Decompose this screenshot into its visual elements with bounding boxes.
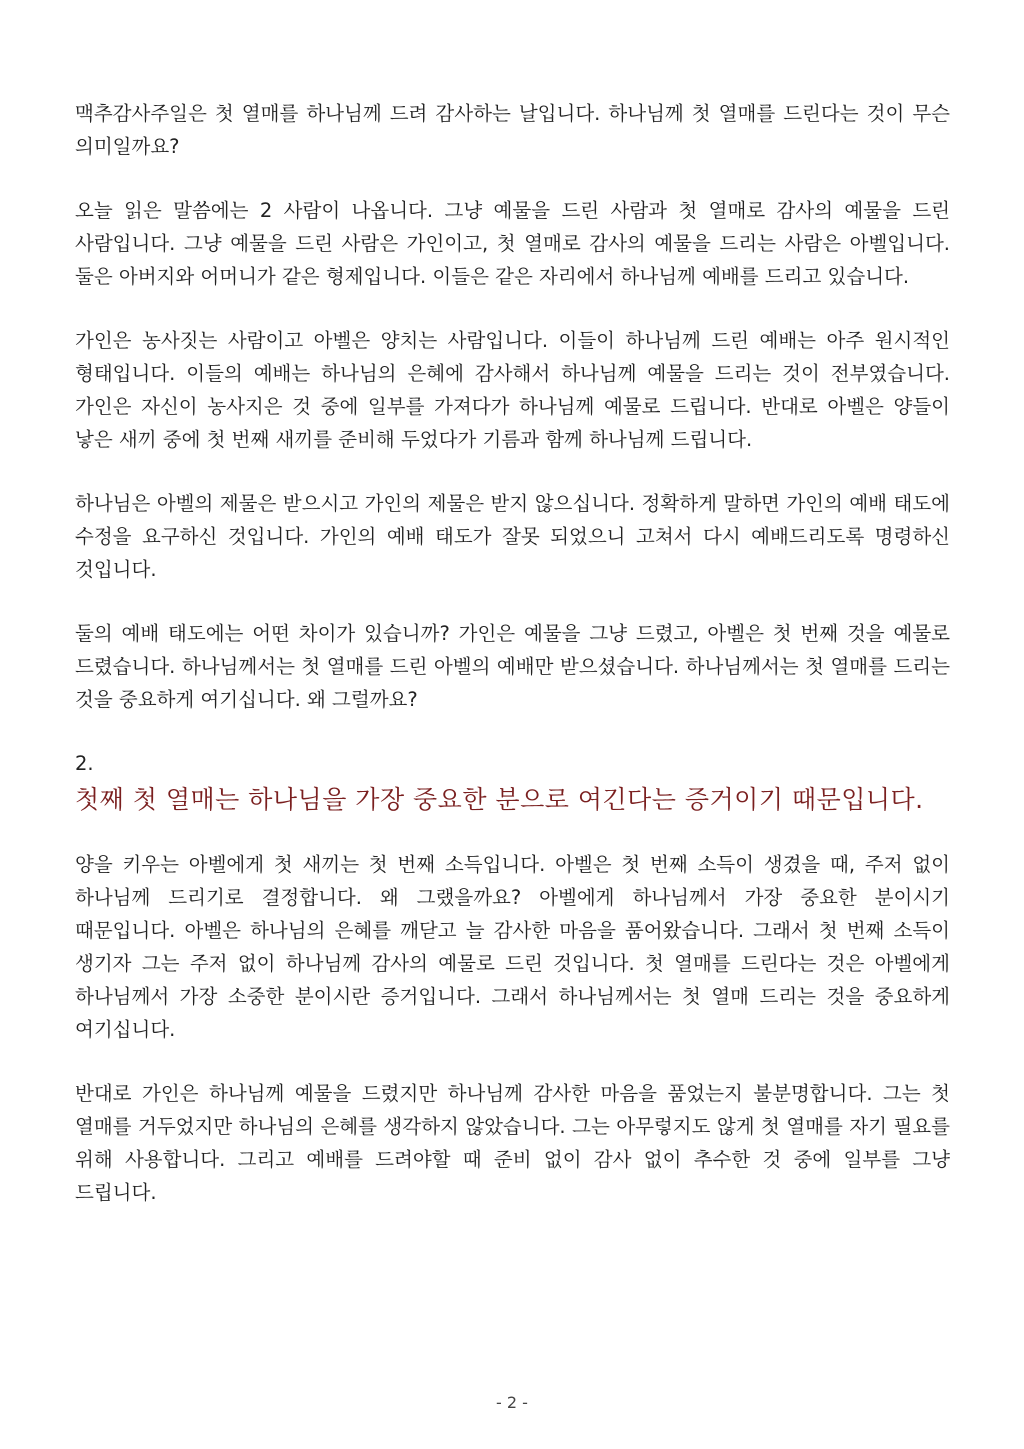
paragraph-offering-accepted: 하나님은 아벨의 제물은 받으시고 가인의 제물은 받지 않으십니다. 정확하게 말하면 가인의 예배 태도에 수정을 요구하신 것입니다. 가인의 예배 태도가 잘못 되었으니 고쳐서 다시 예배드리도록 명령하신 것입니다.: [75, 492, 950, 581]
paragraph-worship-form: 가인은 농사짓는 사람이고 아벨은 양치는 사람입니다. 이들이 하나님께 드린 예배는 아주 원시적인 형태입니다. 이들의 예배는 하나님의 은혜에 감사해서 하나님께 예물을 드리는 것이 전부였습니다. 가인은 자신이 농사지은 것 중에 일부를 가져다가 하나님께 예물로 드립니다. 반대로 아벨은 양들이 낳은 새끼 중에 첫 번째 새끼를 준비해 두었다가 기름과 함께 하나님께 드립니다.: [75, 329, 950, 451]
section-number: 2.: [75, 752, 94, 775]
paragraph-attitude-difference: 둘의 예배 태도에는 어떤 차이가 있습니까? 가인은 예물을 그냥 드렸고, 아벨은 첫 번째 것을 예물로 드렸습니다. 하나님께서는 첫 열매를 드린 아벨의 예배만 받으셨습니다. 하나님께서는 첫 열매를 드리는 것을 중요하게 여기십니다. 왜 그럴까요?: [75, 622, 950, 711]
document-body: [75, 97, 950, 1209]
paragraph-cain: 반대로 가인은 하나님께 예물을 드렸지만 하나님께 감사한 마음을 품었는지 불분명합니다. 그는 첫 열매를 거두었지만 하나님의 은혜를 생각하지 않았습니다. 그는 아무렇지도 않게 첫 열매를 자기 필요를 위해 사용합니다. 그리고 예배를 드려야할 때 준비 없이 감사 없이 추수한 것 중에 일부를 그냥 드립니다.: [75, 1082, 950, 1204]
section-heading: 첫째 첫 열매는 하나님을 가장 중요한 분으로 여긴다는 증거이기 때문입니다.: [75, 785, 924, 814]
paragraph-intro: 맥추감사주일은 첫 열매를 하나님께 드려 감사하는 날입니다. 하나님께 첫 열매를 드린다는 것이 무슨 의미일까요?: [75, 102, 950, 158]
paragraph-two-people: 오늘 읽은 말씀에는 2 사람이 나옵니다. 그냥 예물을 드린 사람과 첫 열매로 감사의 예물을 드린 사람입니다. 그냥 예물을 드린 사람은 가인이고, 첫 열매로 감사의 예물을 드리는 사람은 아벨입니다. 둘은 아버지와 어머니가 같은 형제입니다. 이들은 같은 자리에서 하나님께 예배를 드리고 있습니다.: [75, 199, 950, 288]
paragraph-abel: 양을 키우는 아벨에게 첫 새끼는 첫 번째 소득입니다. 아벨은 첫 번째 소득이 생겼을 때, 주저 없이 하나님께 드리기로 결정합니다. 왜 그랬을까요? 아벨에게 하나님께서 가장 중요한 분이시기 때문입니다. 아벨은 하나님의 은혜를 깨닫고 늘 감사한 마음을 품어왔습니다. 그래서 첫 번째 소득이 생기자 그는 주저 없이 하나님께 감사의 예물로 드린 것입니다. 첫 열매를 드린다는 것은 아벨에게 하나님께서 가장 소중한 분이시란 증거입니다. 그래서 하나님께서는 첫 열매 드리는 것을 중요하게 여기십니다.: [75, 853, 950, 1041]
page-number: - 2 -: [496, 1393, 528, 1412]
